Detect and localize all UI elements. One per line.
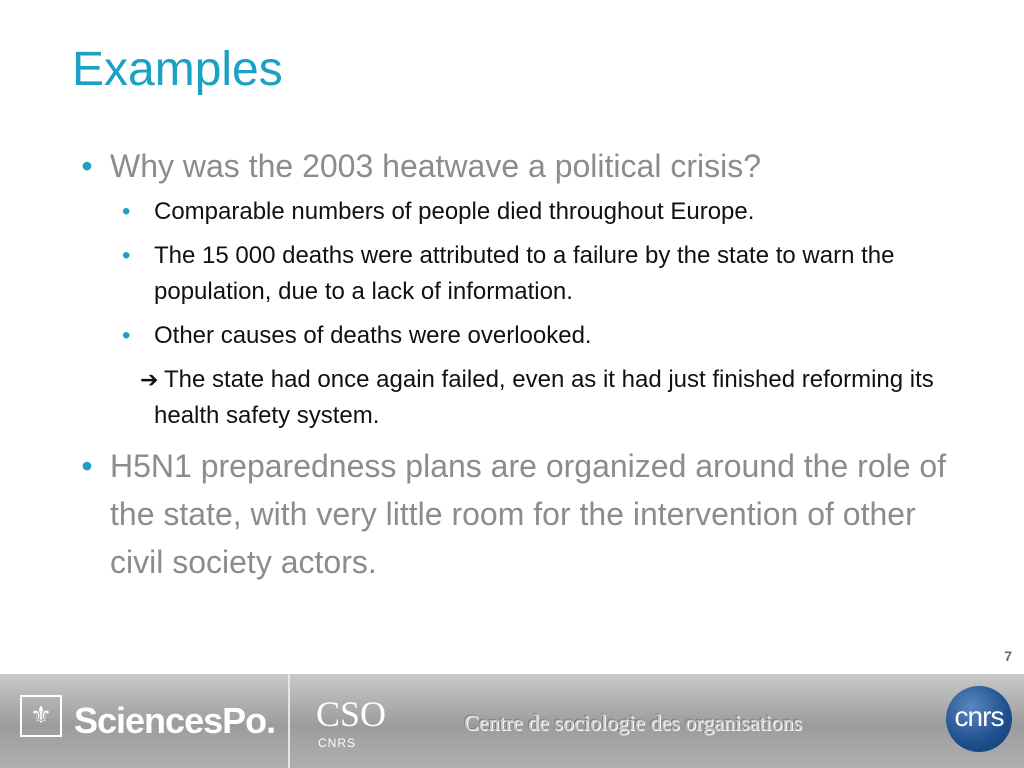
sub-bullet-dot-icon: • <box>122 242 131 269</box>
sub-bullet-text: The 15 000 deaths were attributed to a failure by the state to warn the population, due to a lack of information. <box>154 242 895 305</box>
sub-bullet-list <box>72 194 972 434</box>
conclusion-text: The state had once again failed, even as it had just finished reforming its health safety system. <box>154 366 934 429</box>
sub-bullet-text: Comparable numbers of people died throughout Europe. <box>154 198 755 225</box>
footer-bar <box>0 674 1024 768</box>
crest-icon: ⚜ <box>20 695 62 737</box>
sub-bullet-dot-icon: • <box>122 198 131 225</box>
cnrs-logo: cnrs <box>946 686 1012 752</box>
bullet-dot-icon: • <box>81 448 93 484</box>
slide-content <box>72 142 972 586</box>
cso-subtitle: CNRS <box>318 736 357 750</box>
cso-logo: CSO <box>316 694 387 734</box>
sub-bullet-other-causes <box>72 318 972 354</box>
sub-bullet-conclusion <box>72 362 972 434</box>
arrow-right-icon: ➔ <box>140 367 159 392</box>
slide-number: 7 <box>1004 648 1012 664</box>
centre-name: Centre de sociologie des organisations <box>464 710 803 735</box>
sciencespo-logo: SciencesPo. <box>74 700 276 741</box>
bullet-h5n1 <box>72 442 972 586</box>
sub-bullet-deaths <box>72 238 972 310</box>
bullet-heatwave <box>72 142 972 190</box>
sub-bullet-dot-icon: • <box>122 322 131 349</box>
footer-divider <box>288 674 290 768</box>
bullet-text: Why was the 2003 heatwave a political crisis? <box>110 148 761 184</box>
bullet-dot-icon: • <box>81 148 93 184</box>
bullet-text: H5N1 preparedness plans are organized around the role of the state, with very little room for the intervention of other civil society actors. <box>110 448 947 580</box>
sub-bullet-comparable <box>72 194 972 230</box>
sub-bullet-text: Other causes of deaths were overlooked. <box>154 322 592 349</box>
slide-title: Examples <box>72 43 283 96</box>
